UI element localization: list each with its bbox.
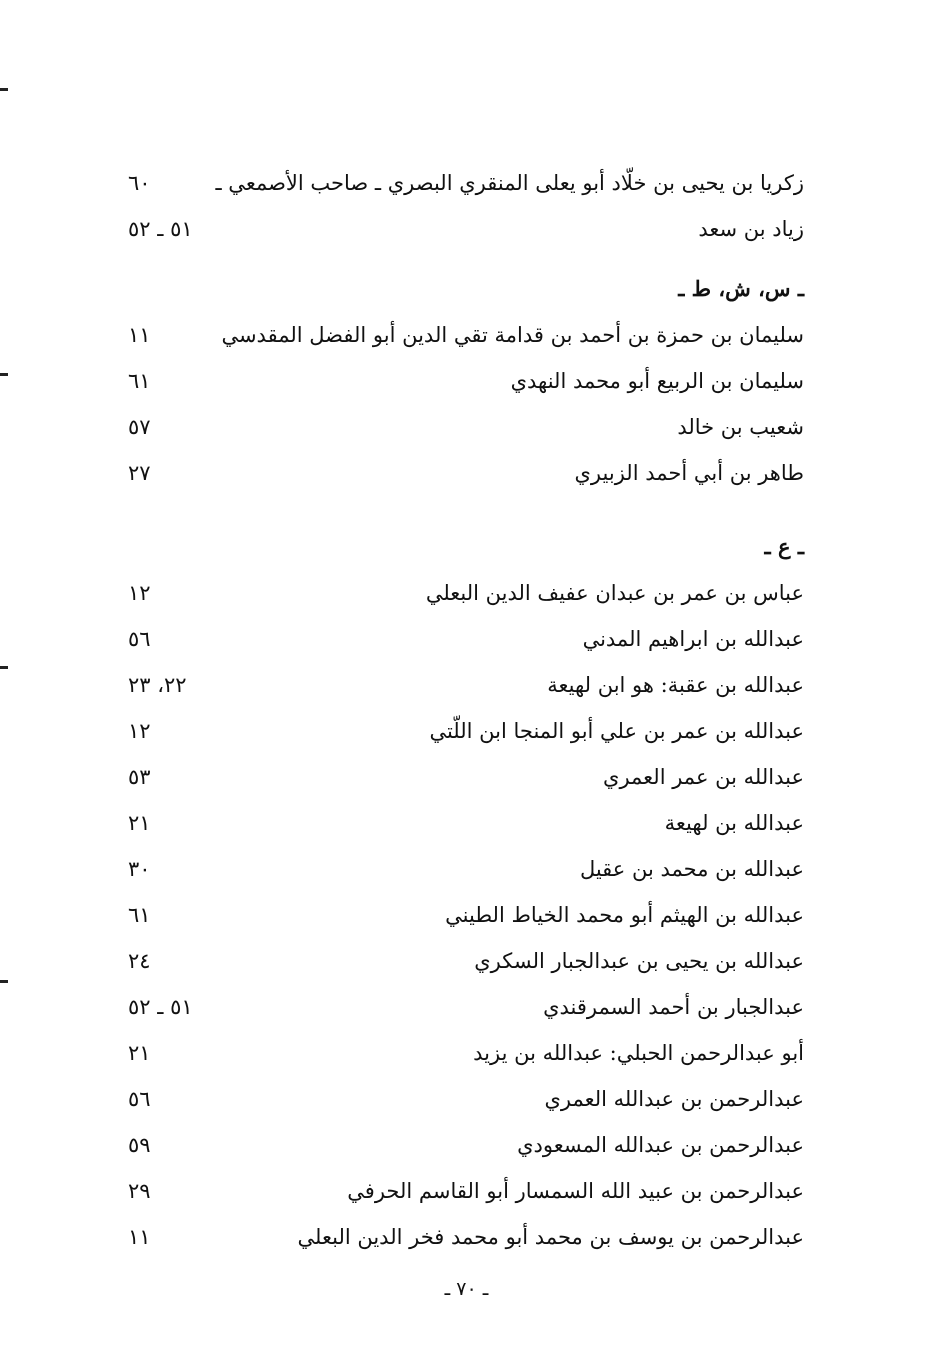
index-entry xyxy=(128,206,804,252)
entry-pages: ٢٢، ٢٣ xyxy=(128,673,187,697)
entry-name: عبدالله بن محمد بن عقيل xyxy=(579,857,804,881)
index-entry xyxy=(128,892,804,938)
entry-pages: ٢١ xyxy=(128,811,151,835)
index-entry xyxy=(128,708,804,754)
entry-pages: ١١ xyxy=(128,323,151,347)
index-entry xyxy=(128,312,804,358)
entry-name: عبدالله بن يحيى بن عبدالجبار السكري xyxy=(474,949,804,973)
entry-pages: ١١ xyxy=(128,1225,151,1249)
index-entry xyxy=(128,984,804,1030)
entry-pages: ٣٠ xyxy=(128,857,151,881)
index-entry xyxy=(128,450,804,496)
entry-pages: ٦٠ xyxy=(128,171,151,195)
edge-tick xyxy=(0,88,8,91)
index-entry xyxy=(128,754,804,800)
edge-tick xyxy=(0,666,8,669)
index-entry xyxy=(128,570,804,616)
index-entry xyxy=(128,160,804,206)
page-number: ـ ٧٠ ـ xyxy=(444,1278,489,1300)
entry-pages: ٥٧ xyxy=(128,415,151,439)
entry-pages: ٦١ xyxy=(128,369,151,393)
entry-name: عباس بن عمر بن عبدان عفيف الدين البعلي xyxy=(425,581,804,605)
entry-pages: ٢٩ xyxy=(128,1179,151,1203)
entry-pages: ٢٤ xyxy=(128,949,151,973)
entry-name: عبدالرحمن بن عبدالله العمري xyxy=(544,1087,804,1111)
entry-name: عبدالرحمن بن يوسف بن محمد أبو محمد فخر الدين البعلي xyxy=(297,1225,804,1249)
index-entry xyxy=(128,1076,804,1122)
entry-pages: ٢٧ xyxy=(128,461,151,485)
index-entry xyxy=(128,662,804,708)
entry-pages: ١٢ xyxy=(128,719,151,743)
entry-pages: ٥٦ xyxy=(128,627,151,651)
index-entry xyxy=(128,1030,804,1076)
entry-name: سليمان بن الربيع أبو محمد النهدي xyxy=(510,369,804,393)
entry-name: عبدالله بن عمر العمري xyxy=(603,765,804,789)
entry-pages: ٢١ xyxy=(128,1041,151,1065)
index-entry xyxy=(128,1122,804,1168)
entry-name: عبدالله بن لهيعة xyxy=(664,811,804,835)
entry-pages: ٥١ ـ ٥٢ xyxy=(128,995,193,1019)
index-entry xyxy=(128,800,804,846)
entry-name: عبدالله بن الهيثم أبو محمد الخياط الطيني xyxy=(445,903,804,927)
section-heading: ـ س، ش، ط ـ xyxy=(678,276,804,301)
index-entry xyxy=(128,1168,804,1214)
entry-name: زياد بن سعد xyxy=(698,217,804,241)
entry-pages: ١٢ xyxy=(128,581,151,605)
entry-name: زكريا بن يحيى بن خلّاد أبو يعلى المنقري البصري ـ صاحب الأصمعي ـ xyxy=(215,171,804,195)
index-entry xyxy=(128,404,804,450)
index-entry xyxy=(128,846,804,892)
entry-pages: ٥٩ xyxy=(128,1133,151,1157)
entry-pages: ٥١ ـ ٥٢ xyxy=(128,217,193,241)
section-heading: ـ ع ـ xyxy=(764,534,804,559)
entry-name: عبدالرحمن بن عبيد الله السمسار أبو القاسم الحرفي xyxy=(347,1179,804,1203)
entry-pages: ٦١ xyxy=(128,903,151,927)
entry-name: طاهر بن أبي أحمد الزبيري xyxy=(574,461,804,485)
entry-name: عبدالله بن ابراهيم المدني xyxy=(582,627,804,651)
index-list xyxy=(128,160,804,1260)
edge-tick xyxy=(0,373,8,376)
entry-name: سليمان بن حمزة بن أحمد بن قدامة تقي الدين أبو الفضل المقدسي xyxy=(221,323,804,347)
entry-pages: ٥٣ xyxy=(128,765,151,789)
edge-tick xyxy=(0,980,8,983)
index-entry xyxy=(128,616,804,662)
entry-name: عبدالله بن عقبة: هو ابن لهيعة xyxy=(547,673,804,697)
entry-name: شعيب بن خالد xyxy=(677,415,804,439)
index-entry xyxy=(128,1214,804,1260)
index-entry xyxy=(128,358,804,404)
entry-name: عبدالله بن عمر بن علي أبو المنجا ابن اللّتي xyxy=(429,719,804,743)
entry-name: عبدالجبار بن أحمد السمرقندي xyxy=(543,995,804,1019)
entry-name: عبدالرحمن بن عبدالله المسعودي xyxy=(517,1133,804,1157)
index-entry xyxy=(128,938,804,984)
entry-pages: ٥٦ xyxy=(128,1087,151,1111)
entry-name: أبو عبدالرحمن الحبلي: عبدالله بن يزيد xyxy=(473,1041,804,1065)
